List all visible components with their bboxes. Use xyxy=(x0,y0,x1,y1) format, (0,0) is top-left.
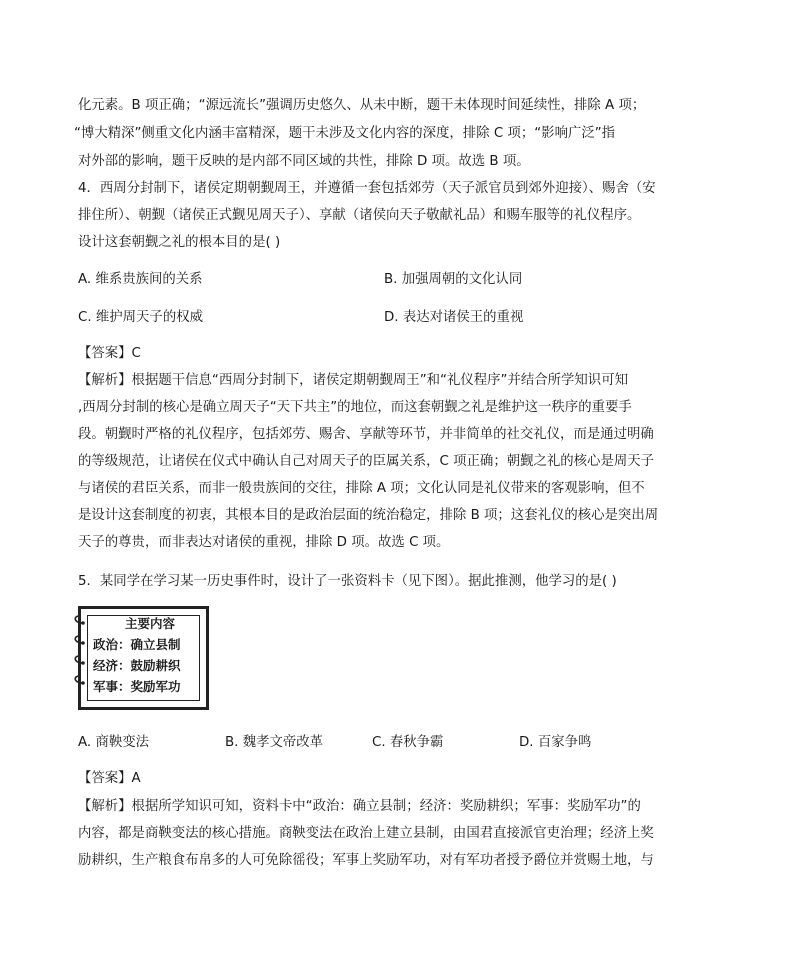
q5-option-b: B. 魏孝文帝改革 xyxy=(225,735,324,750)
q4-answer: 【答案】C xyxy=(78,346,141,361)
info-card-title: 主要内容 xyxy=(124,616,175,631)
q4-option-b: B. 加强周朝的文化认同 xyxy=(384,272,523,287)
binder-rings-icon xyxy=(69,613,91,703)
q5-option-c: C. 春秋争霸 xyxy=(372,735,444,750)
q4-analysis-line: 【解析】根据题干信息“西周分封制下，诸侯定期朝觐周王”和“礼仪程序”并结合所学知识可知 xyxy=(78,373,628,388)
info-card-content xyxy=(93,613,201,697)
q4-analysis-line: 段。朝觐时严格的礼仪程序，包括郊劳、赐舍、享献等环节，并非简单的社交礼仪，而是通过明确 xyxy=(78,427,654,442)
info-card-row: 军事：奖励军功 xyxy=(93,679,181,694)
info-card-row: 经济：鼓励耕织 xyxy=(93,658,181,673)
text-line: 对外部的影响，题干反映的是内部不同区域的共性，排除 D 项。故选 B 项。 xyxy=(78,154,530,169)
q4-analysis-line: 的等级规范，让诸侯在仪式中确认自己对周天子的臣属关系，C 项正确；朝觐之礼的核心是周天子 xyxy=(78,454,655,469)
q5-option-a: A. 商鞅变法 xyxy=(78,735,149,750)
q4-analysis-line: 是设计这套制度的初衷，其根本目的是政治层面的统治稳定，排除 B 项；这套礼仪的核心是突出周 xyxy=(78,508,659,523)
q5-analysis-line: 励耕织，生产粮食布帛多的人可免除徭役；军事上奖励军功，对有军功者授予爵位并赏赐土地，与 xyxy=(78,853,654,868)
q5-analysis-line: 【解析】根据所学知识可知，资料卡中“政治：确立县制；经济：奖励耕织；军事：奖励军功”的 xyxy=(78,799,641,814)
question-4-stem: 设计这套朝觐之礼的根本目的是( ) xyxy=(78,235,281,250)
q4-option-c: C. 维护周天子的权威 xyxy=(78,310,203,325)
question-4-stem: 4．西周分封制下，诸侯定期朝觐周王，并遵循一套包括郊劳（天子派官员到郊外迎接）、赐舍（安 xyxy=(78,181,656,196)
q5-analysis-line: 内容，都是商鞅变法的核心措施。商鞅变法在政治上建立县制，由国君直接派官吏治理；经济上奖 xyxy=(78,826,654,841)
q4-option-a: A. 维系贵族间的关系 xyxy=(78,272,203,287)
q4-analysis-line: 天子的尊贵，而非表达对诸侯的重视，排除 D 项。故选 C 项。 xyxy=(78,535,450,550)
info-card-row: 政治：确立县制 xyxy=(93,637,181,652)
q5-answer: 【答案】A xyxy=(78,771,141,786)
q5-option-d: D. 百家争鸣 xyxy=(519,735,592,750)
q4-analysis-line: 与诸侯的君臣关系，而非一般贵族间的交往，排除 A 项；文化认同是礼仪带来的客观影响，但不 xyxy=(78,481,645,496)
question-4-stem: 排住所）、朝觐（诸侯正式觐见周天子）、享献（诸侯向天子敬献礼品）和赐车服等的礼仪程序。 xyxy=(78,208,641,223)
question-5-stem: 5．某同学在学习某一历史事件时，设计了一张资料卡（见下图）。据此推测，他学习的是( ) xyxy=(78,574,617,589)
q4-analysis-line: ,西周分封制的核心是确立周天子“天下共主”的地位，而这套朝觐之礼是维护这一秩序的重要手 xyxy=(78,400,632,415)
text-line: “博大精深”侧重文化内涵丰富精深，题干未涉及文化内容的深度，排除 C 项；“影响广泛”指 xyxy=(74,126,616,141)
text-line: 化元素。B 项正确；“源远流长”强调历史悠久、从未中断，题干未体现时间延续性，排除 A 项； xyxy=(78,98,646,113)
q4-option-d: D. 表达对诸侯王的重视 xyxy=(384,310,524,325)
info-card xyxy=(78,606,209,710)
